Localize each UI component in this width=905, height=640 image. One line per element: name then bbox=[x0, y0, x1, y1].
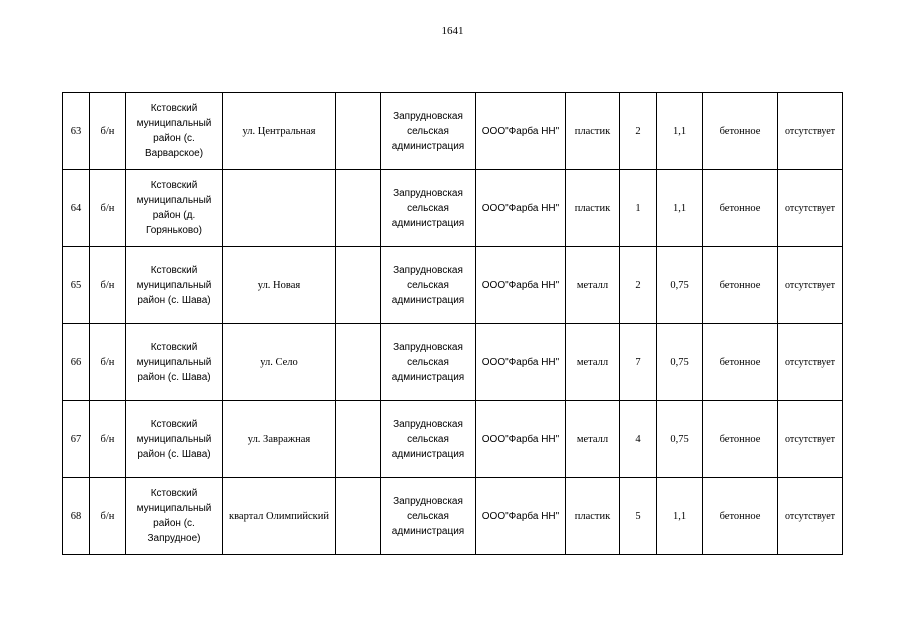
cell-location: Кстовский муниципальный район (с. Шава) bbox=[126, 247, 223, 324]
cell-material: пластик bbox=[566, 93, 620, 170]
cell-street: ул. Новая bbox=[223, 247, 336, 324]
cell-material: пластик bbox=[566, 478, 620, 555]
cell-status: отсутствует bbox=[778, 401, 843, 478]
cell-location: Кстовский муниципальный район (с. Варварское) bbox=[126, 93, 223, 170]
cell-base-type: бетонное bbox=[703, 170, 778, 247]
cell-row-number: 65 bbox=[63, 247, 90, 324]
cell-row-number: 64 bbox=[63, 170, 90, 247]
cell-container-volume: 0,75 bbox=[657, 401, 703, 478]
table-row bbox=[63, 93, 843, 170]
table-body bbox=[63, 93, 843, 555]
cell-administration: Запрудновская сельская администрация bbox=[381, 247, 476, 324]
cell-material: пластик bbox=[566, 170, 620, 247]
cell-administration: Запрудновская сельская администрация bbox=[381, 324, 476, 401]
cell-container-volume: 0,75 bbox=[657, 324, 703, 401]
table-row bbox=[63, 324, 843, 401]
cell-container-count: 2 bbox=[620, 93, 657, 170]
cell-location: Кстовский муниципальный район (д. Горяньково) bbox=[126, 170, 223, 247]
cell-location: Кстовский муниципальный район (с. Запрудное) bbox=[126, 478, 223, 555]
cell-empty bbox=[336, 324, 381, 401]
cell-organization: ООО"Фарба НН" bbox=[476, 401, 566, 478]
cell-location: Кстовский муниципальный район (с. Шава) bbox=[126, 324, 223, 401]
cell-organization: ООО"Фарба НН" bbox=[476, 247, 566, 324]
cell-status: отсутствует bbox=[778, 324, 843, 401]
cell-status: отсутствует bbox=[778, 170, 843, 247]
cell-registration-number: б/н bbox=[90, 478, 126, 555]
page-number: 1641 bbox=[441, 25, 464, 37]
cell-material: металл bbox=[566, 324, 620, 401]
cell-street: ул. Завражная bbox=[223, 401, 336, 478]
cell-container-count: 5 bbox=[620, 478, 657, 555]
cell-container-count: 7 bbox=[620, 324, 657, 401]
cell-base-type: бетонное bbox=[703, 401, 778, 478]
cell-container-volume: 1,1 bbox=[657, 478, 703, 555]
cell-row-number: 66 bbox=[63, 324, 90, 401]
cell-registration-number: б/н bbox=[90, 93, 126, 170]
cell-empty bbox=[336, 170, 381, 247]
cell-row-number: 68 bbox=[63, 478, 90, 555]
cell-empty bbox=[336, 401, 381, 478]
cell-administration: Запрудновская сельская администрация bbox=[381, 93, 476, 170]
cell-organization: ООО"Фарба НН" bbox=[476, 324, 566, 401]
table-row bbox=[63, 401, 843, 478]
cell-base-type: бетонное bbox=[703, 247, 778, 324]
cell-empty bbox=[336, 478, 381, 555]
cell-street: ул. Село bbox=[223, 324, 336, 401]
cell-status: отсутствует bbox=[778, 247, 843, 324]
cell-administration: Запрудновская сельская администрация bbox=[381, 478, 476, 555]
cell-registration-number: б/н bbox=[90, 401, 126, 478]
cell-material: металл bbox=[566, 247, 620, 324]
cell-row-number: 67 bbox=[63, 401, 90, 478]
cell-status: отсутствует bbox=[778, 478, 843, 555]
cell-street: квартал Олимпийский bbox=[223, 478, 336, 555]
cell-empty bbox=[336, 247, 381, 324]
cell-administration: Запрудновская сельская администрация bbox=[381, 170, 476, 247]
cell-base-type: бетонное bbox=[703, 93, 778, 170]
table-row bbox=[63, 170, 843, 247]
cell-organization: ООО"Фарба НН" bbox=[476, 93, 566, 170]
cell-container-count: 4 bbox=[620, 401, 657, 478]
cell-administration: Запрудновская сельская администрация bbox=[381, 401, 476, 478]
cell-location: Кстовский муниципальный район (с. Шава) bbox=[126, 401, 223, 478]
cell-row-number: 63 bbox=[63, 93, 90, 170]
cell-empty bbox=[336, 93, 381, 170]
cell-container-volume: 1,1 bbox=[657, 170, 703, 247]
cell-registration-number: б/н bbox=[90, 324, 126, 401]
cell-container-count: 2 bbox=[620, 247, 657, 324]
cell-container-count: 1 bbox=[620, 170, 657, 247]
cell-material: металл bbox=[566, 401, 620, 478]
table-row bbox=[63, 247, 843, 324]
cell-base-type: бетонное bbox=[703, 478, 778, 555]
cell-status: отсутствует bbox=[778, 93, 843, 170]
cell-registration-number: б/н bbox=[90, 170, 126, 247]
cell-street bbox=[223, 170, 336, 247]
cell-registration-number: б/н bbox=[90, 247, 126, 324]
cell-base-type: бетонное bbox=[703, 324, 778, 401]
table-row bbox=[63, 478, 843, 555]
cell-street: ул. Центральная bbox=[223, 93, 336, 170]
cell-container-volume: 1,1 bbox=[657, 93, 703, 170]
cell-organization: ООО"Фарба НН" bbox=[476, 170, 566, 247]
cell-container-volume: 0,75 bbox=[657, 247, 703, 324]
container-sites-table bbox=[62, 92, 843, 555]
cell-organization: ООО"Фарба НН" bbox=[476, 478, 566, 555]
